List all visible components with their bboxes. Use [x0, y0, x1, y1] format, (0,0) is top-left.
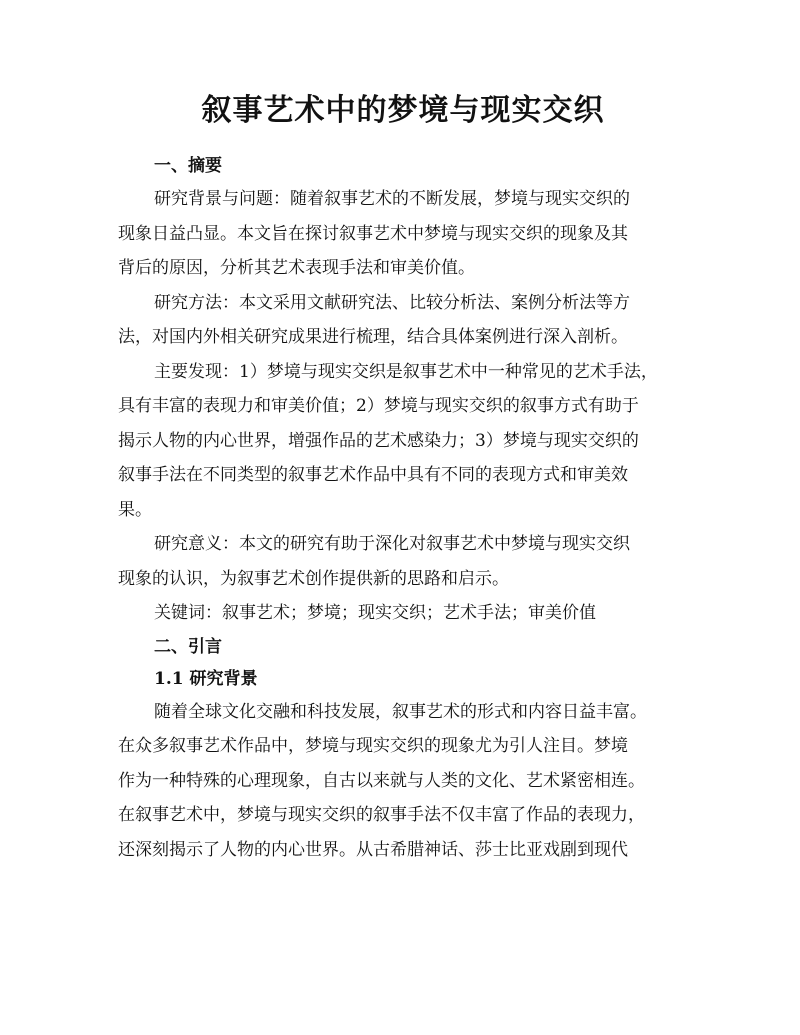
- text-line: 现象日益凸显。本文旨在探讨叙事艺术中梦境与现实交织的现象及其: [118, 223, 628, 244]
- text-line: 揭示人物的内心世界，增强作品的艺术感染力；3）梦境与现实交织的: [118, 430, 639, 451]
- text-line: 研究方法：本文采用文献研究法、比较分析法、案例分析法等方: [154, 292, 630, 313]
- text-line: 法，对国内外相关研究成果进行梳理，结合具体案例进行深入剖析。: [118, 327, 628, 347]
- abstract-paragraph-background: [118, 182, 688, 286]
- introduction-paragraph: [118, 695, 688, 868]
- text-line: 主要发现：1）梦境与现实交织是叙事艺术中一种常见的艺术手法，: [154, 361, 658, 382]
- text-line: 还深刻揭示了人物的内心世界。从古希腊神话、莎士比亚戏剧到现代: [118, 839, 628, 860]
- keywords-line: 关键词：叙事艺术；梦境；现实交织；艺术手法；审美价值: [154, 603, 596, 623]
- text-line: 研究意义：本文的研究有助于深化对叙事艺术中梦境与现实交织: [154, 534, 630, 554]
- document-title: 叙事艺术中的梦境与现实交织: [201, 93, 605, 128]
- text-line: 在叙事艺术中，梦境与现实交织的叙事手法不仅丰富了作品的表现力，: [118, 805, 645, 825]
- abstract-heading: 一、摘要: [154, 156, 222, 176]
- text-line: 果。: [118, 499, 152, 520]
- text-line: 研究背景与问题：随着叙事艺术的不断发展，梦境与现实交织的: [154, 189, 630, 209]
- text-line: 现象的认识，为叙事艺术创作提供新的思路和启示。: [118, 568, 509, 589]
- text-line: 具有丰富的表现力和审美价值；2）梦境与现实交织的叙事方式有助于: [118, 396, 639, 416]
- text-line: 在众多叙事艺术作品中，梦境与现实交织的现象尤为引人注目。梦境: [118, 736, 628, 756]
- abstract-paragraph-significance: [118, 527, 688, 596]
- abstract-paragraph-findings: [118, 355, 688, 528]
- abstract-paragraph-method: [118, 286, 688, 355]
- text-line: 背后的原因，分析其艺术表现手法和审美价值。: [118, 258, 475, 278]
- text-line: 随着全球文化交融和科技发展，叙事艺术的形式和内容日益丰富。: [154, 701, 647, 722]
- text-line: 叙事手法在不同类型的叙事艺术作品中具有不同的表现方式和审美效: [118, 465, 628, 485]
- document-page: [118, 88, 688, 867]
- text-line: 作为一种特殊的心理现象，自古以来就与人类的文化、艺术紧密相连。: [118, 770, 645, 791]
- introduction-heading: 二、引言: [154, 636, 222, 657]
- background-subheading: 1.1 研究背景: [154, 668, 258, 689]
